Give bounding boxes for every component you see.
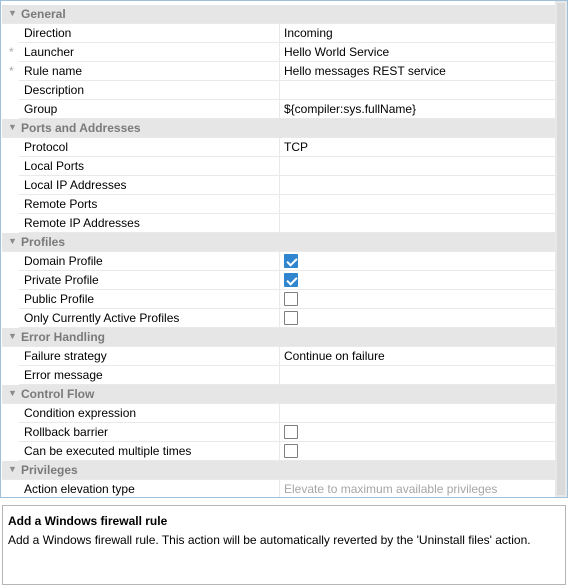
property-name: Failure strategy xyxy=(24,349,107,363)
row-gutter xyxy=(2,309,19,328)
property-value-cell[interactable] xyxy=(279,24,556,43)
property-row-can-be-executed-multiple-times[interactable] xyxy=(2,442,556,461)
property-row-remote-ip-addresses[interactable] xyxy=(2,214,556,233)
required-asterisk-icon: * xyxy=(9,45,14,59)
property-row-local-ports[interactable] xyxy=(2,157,556,176)
collapse-triangle-icon[interactable]: ▼ xyxy=(8,331,17,341)
category-ports-and-addresses[interactable] xyxy=(2,119,556,138)
property-name: Local IP Addresses xyxy=(24,178,127,192)
category-privileges[interactable] xyxy=(2,461,556,480)
property-value-cell[interactable] xyxy=(279,214,556,233)
property-value[interactable]: Incoming xyxy=(284,26,333,40)
scrollbar-thumb[interactable] xyxy=(557,3,565,495)
row-gutter xyxy=(2,100,19,119)
property-name: Public Profile xyxy=(24,292,95,306)
description-text: Add a Windows firewall rule. This action will be automatically reverted by the 'Uninstall files' action. xyxy=(8,533,531,547)
property-name: Remote IP Addresses xyxy=(24,216,140,230)
property-value[interactable]: Continue on failure xyxy=(284,349,385,363)
property-value-cell[interactable] xyxy=(279,252,556,271)
property-row-remote-ports[interactable] xyxy=(2,195,556,214)
category-label: Privileges xyxy=(21,463,78,477)
row-gutter xyxy=(2,404,19,423)
description-pane xyxy=(2,505,566,585)
property-value[interactable]: Hello messages REST service xyxy=(284,64,446,78)
category-error-handling[interactable] xyxy=(2,328,556,347)
row-gutter xyxy=(2,43,19,62)
property-value[interactable]: Hello World Service xyxy=(284,45,390,59)
row-gutter xyxy=(2,290,19,309)
property-row-group[interactable] xyxy=(2,100,556,119)
row-gutter xyxy=(2,271,19,290)
property-row-error-message[interactable] xyxy=(2,366,556,385)
property-value-cell[interactable] xyxy=(279,366,556,385)
property-value[interactable]: Elevate to maximum available privileges xyxy=(284,482,498,496)
property-name: Rollback barrier xyxy=(24,425,109,439)
row-gutter xyxy=(2,176,19,195)
property-row-rule-name[interactable] xyxy=(2,62,556,81)
category-label: General xyxy=(21,7,66,21)
collapse-triangle-icon[interactable]: ▼ xyxy=(8,122,17,132)
property-name: Remote Ports xyxy=(24,197,98,211)
property-value-cell[interactable] xyxy=(279,290,556,309)
property-name: Private Profile xyxy=(24,273,99,287)
property-value-cell[interactable] xyxy=(279,347,556,366)
row-gutter xyxy=(2,480,19,498)
row-gutter xyxy=(2,62,19,81)
property-value-cell[interactable] xyxy=(279,271,556,290)
property-row-public-profile[interactable] xyxy=(2,290,556,309)
property-value-cell[interactable] xyxy=(279,423,556,442)
property-value-cell[interactable] xyxy=(279,138,556,157)
property-value-cell[interactable] xyxy=(279,81,556,100)
category-label: Profiles xyxy=(21,235,66,249)
property-name: Domain Profile xyxy=(24,254,103,268)
checkbox-checked[interactable] xyxy=(284,254,298,268)
category-label: Ports and Addresses xyxy=(21,121,141,135)
category-label: Control Flow xyxy=(21,387,95,401)
property-value-cell[interactable] xyxy=(279,442,556,461)
property-row-condition-expression[interactable] xyxy=(2,404,556,423)
property-value-cell[interactable] xyxy=(279,309,556,328)
property-row-rollback-barrier[interactable] xyxy=(2,423,556,442)
property-name: Group xyxy=(24,102,58,116)
property-row-description[interactable] xyxy=(2,81,556,100)
row-gutter xyxy=(2,138,19,157)
property-name: Only Currently Active Profiles xyxy=(24,311,180,325)
checkbox-unchecked[interactable] xyxy=(284,292,298,306)
collapse-triangle-icon[interactable]: ▼ xyxy=(8,388,17,398)
property-value-cell[interactable] xyxy=(279,62,556,81)
property-value-cell[interactable] xyxy=(279,43,556,62)
category-label: Error Handling xyxy=(21,330,106,344)
property-row-action-elevation-type[interactable] xyxy=(2,480,556,498)
category-profiles[interactable] xyxy=(2,233,556,252)
row-gutter xyxy=(2,81,19,100)
property-name: Direction xyxy=(24,26,72,40)
property-row-failure-strategy[interactable] xyxy=(2,347,556,366)
property-row-direction[interactable] xyxy=(2,24,556,43)
row-gutter xyxy=(2,347,19,366)
collapse-triangle-icon[interactable]: ▼ xyxy=(8,464,17,474)
row-gutter xyxy=(2,24,19,43)
checkbox-unchecked[interactable] xyxy=(284,425,298,439)
collapse-triangle-icon[interactable]: ▼ xyxy=(8,8,17,18)
property-row-domain-profile[interactable] xyxy=(2,252,556,271)
property-name: Launcher xyxy=(24,45,75,59)
row-gutter xyxy=(2,366,19,385)
checkbox-unchecked[interactable] xyxy=(284,444,298,458)
checkbox-unchecked[interactable] xyxy=(284,311,298,325)
property-name: Local Ports xyxy=(24,159,85,173)
property-name: Action elevation type xyxy=(24,482,135,496)
property-name: Can be executed multiple times xyxy=(24,444,192,458)
property-value[interactable]: ${compiler:sys.fullName} xyxy=(284,102,417,116)
property-row-only-currently-active-profiles[interactable] xyxy=(2,309,556,328)
row-gutter xyxy=(2,214,19,233)
property-row-private-profile[interactable] xyxy=(2,271,556,290)
row-gutter xyxy=(2,195,19,214)
required-asterisk-icon: * xyxy=(9,64,14,78)
property-name: Protocol xyxy=(24,140,69,154)
row-gutter xyxy=(2,252,19,271)
property-row-protocol[interactable] xyxy=(2,138,556,157)
property-row-launcher[interactable] xyxy=(2,43,556,62)
property-name: Condition expression xyxy=(24,406,137,420)
property-value-cell[interactable] xyxy=(279,404,556,423)
property-rows xyxy=(2,5,556,498)
property-value[interactable]: TCP xyxy=(284,140,308,154)
category-control-flow[interactable] xyxy=(2,385,556,404)
property-value-cell[interactable] xyxy=(279,100,556,119)
row-gutter xyxy=(2,157,19,176)
property-name: Error message xyxy=(24,368,103,382)
property-name: Description xyxy=(24,83,85,97)
property-value-cell[interactable] xyxy=(279,480,556,498)
checkbox-checked[interactable] xyxy=(284,273,298,287)
vertical-scrollbar[interactable] xyxy=(555,1,567,497)
property-value-cell[interactable] xyxy=(279,176,556,195)
row-gutter xyxy=(2,442,19,461)
collapse-triangle-icon[interactable]: ▼ xyxy=(8,236,17,246)
property-row-local-ip-addresses[interactable] xyxy=(2,176,556,195)
property-value-cell[interactable] xyxy=(279,195,556,214)
property-name: Rule name xyxy=(24,64,83,78)
category-general[interactable] xyxy=(2,5,556,24)
row-gutter xyxy=(2,423,19,442)
description-title: Add a Windows firewall rule xyxy=(8,514,168,528)
property-value-cell[interactable] xyxy=(279,157,556,176)
